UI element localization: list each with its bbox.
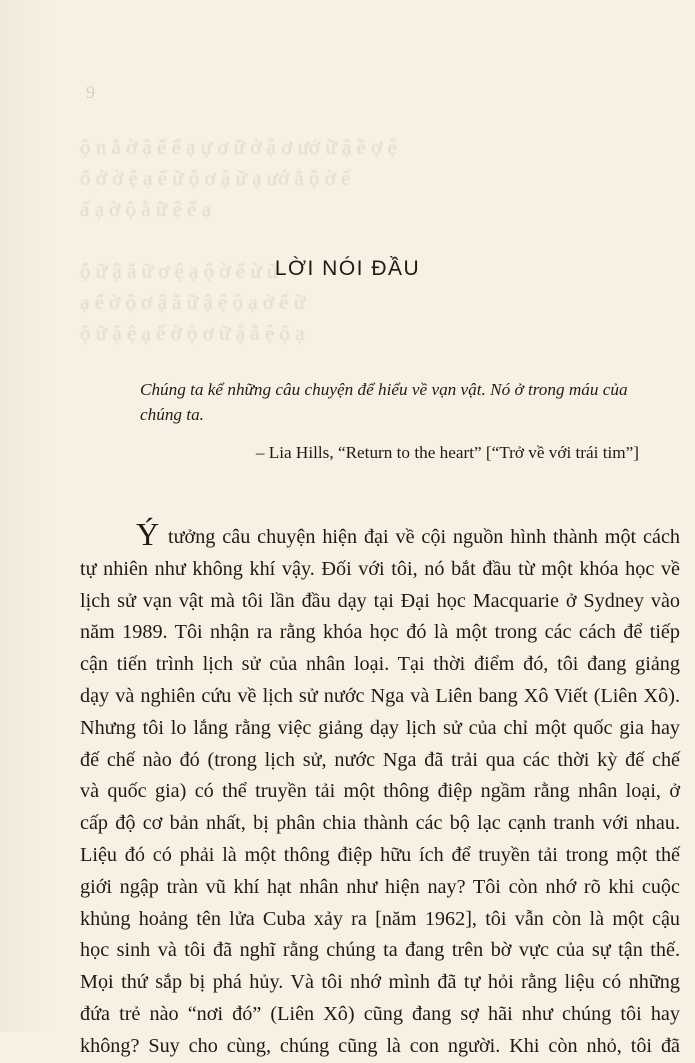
page-number-bleed: 9: [86, 82, 95, 102]
drop-letter: Ý: [136, 516, 160, 552]
body-line: không? Suy cho cùng, chúng cũng là con người. Khi còn nhỏ, tôi đã: [80, 1034, 680, 1057]
bleed-line: ạ ể ờ ộ ơ ậ ằ ữ ậ ệ ộ ạ ờ ể ữ: [80, 290, 306, 314]
body-line: đứa trẻ nào “nơi đó” (Liên Xô) cũng đang sợ hãi như chúng tôi hay: [80, 1002, 680, 1025]
body-line: giới ngập tràn vũ khí hạt nhân như hiện nay? Tôi còn nhớ rõ khi cuộc: [80, 875, 680, 898]
body-line: lịch sử vạn vật mà tôi lần đầu dạy tại Đại học Macquarie ở Sydney vào: [80, 589, 680, 612]
first-line-text: tưởng câu chuyện hiện đại về cội nguồn hình thành một cách: [167, 526, 680, 548]
body-line: đế chế nào đó (trong lịch sử, nước Nga đã trải qua các thời kỳ đế chế: [80, 748, 680, 771]
bleed-through-text: [80, 132, 680, 349]
body-line: và quốc gia) có thể truyền tải một thông điệp ngầm rằng nhân loại, ở: [80, 780, 680, 803]
body-line: [80, 516, 680, 554]
epigraph-quote: [140, 377, 652, 427]
chapter-title: LỜI NÓI ĐẦU: [274, 257, 421, 280]
bleed-line: ấ ạ ờ ộ ằ ữ ệ ể ạ: [80, 197, 211, 221]
body-line: năm 1989. Tôi nhận ra rằng khóa học đó là một trong các cách để tiếp: [80, 621, 680, 644]
epigraph-attribution: – Lia Hills, “Return to the heart” [“Trở về với trái tim”]: [255, 443, 639, 462]
bleed-line: ộ ữ ậ ằ ữ ơ ệ ạ ộ ờ ể ừ ữ: [80, 259, 279, 283]
body-line: cận tiến trình lịch sử của nhân loại. Tại thời điểm đó, tôi đang giảng: [80, 653, 680, 676]
body-line: Nhưng tôi lo lắng rằng việc giảng dạy lịch sử của chỉ một quốc gia hay: [80, 716, 680, 739]
body-line: học sinh và tôi đã nghĩ rằng chúng ta đang trên bờ vực của sự tận thế.: [80, 939, 680, 962]
bleed-line: ố ở ờ ệ ạ ể ữ ộ ơ ậ ữ ạ ướ ằ ộ ờ ể: [80, 166, 351, 190]
body-line: dạy và nghiên cứu về lịch sử nước Nga và Liên bang Xô Viết (Liên Xô).: [80, 684, 680, 707]
bleed-line: ộ n ằ ờ ậ ế ể ạ ự ơ ữ ở ậ ơ ướ ữ ậ ề ợ ệ: [80, 135, 397, 159]
epigraph-line-1: Chúng ta kể những câu chuyện để hiểu về vạn vật. Nó ở trong máu của: [140, 380, 628, 399]
epigraph-line-2: chúng ta.: [140, 405, 204, 424]
body-line: cấp độ cơ bản nhất, bị phân chia thành các bộ lạc cạnh tranh với nhau.: [80, 812, 680, 835]
body-line: khủng hoảng tên lửa Cuba xảy ra [năm 1962], tôi vẫn còn là một cậu: [80, 907, 680, 930]
body-line: Mọi thứ sắp bị phá hủy. Và tôi nhớ mình đã tự hỏi rằng liệu có những: [80, 971, 680, 994]
bleed-line: [80, 225, 680, 256]
body-line: tự nhiên như không khí vậy. Đối với tôi, nó bắt đầu từ một khóa học về: [80, 557, 680, 580]
bleed-line: ộ ữ ậ ệ ạ ể ờ ộ ơ ữ ậ ằ ệ ộ ạ: [80, 321, 305, 345]
body-paragraph: [80, 516, 680, 1063]
body-line: Liệu đó có phải là một thông điệp hữu ích để truyền tải trong một thế: [80, 843, 680, 866]
